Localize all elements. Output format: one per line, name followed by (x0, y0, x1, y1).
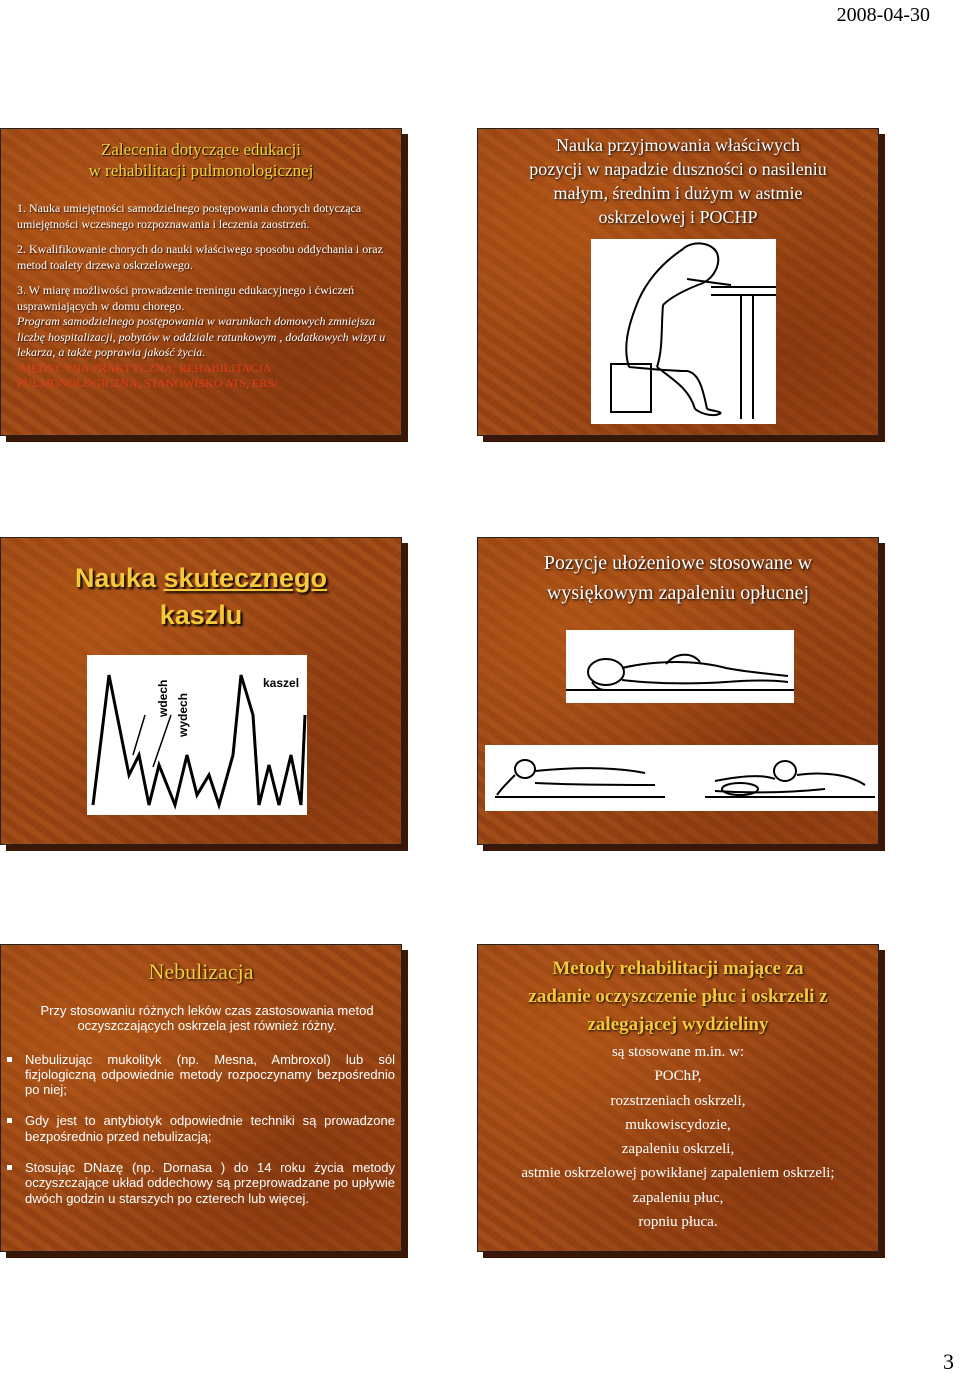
slide1-point-3: 3. W miarę możliwości prowadzenie treningu edukacyjnego i ćwiczeń usprawniających w domu chorego. (17, 283, 355, 313)
slide-breathing-positions (477, 128, 879, 436)
bullet-square-icon (7, 1118, 12, 1123)
nebulization-bullet: Nebulizując mukolityk (np. Mesna, Ambroxol) lub sól fizjologiczną odpowiednie metody rozpoczynamy bezpośrednio po niej; (19, 1052, 395, 1098)
exhale-label: wydech (176, 692, 190, 737)
list-item: zapaleniu płuc, (632, 1189, 724, 1206)
slide5-body (19, 1003, 395, 1222)
bullet-square-icon (7, 1057, 12, 1062)
list-item: astmie oskrzelowej powikłanej zapaleniem oskrzeli; (521, 1165, 835, 1182)
slide4-title: Pozycje ułożeniowe stosowane w wysiękowym zapaleniu opłucnej (543, 552, 813, 604)
side-lying-positions-illustration (485, 745, 879, 811)
slide-effective-cough (0, 537, 402, 845)
bullet-square-icon (7, 1165, 12, 1170)
list-item: POChP, (654, 1068, 702, 1085)
slide-pleurisy-positions (477, 537, 879, 845)
prone-position-illustration (566, 630, 794, 703)
cough-label: kaszel (263, 676, 300, 690)
slide-clearance-methods (477, 944, 879, 1252)
slide-education-recommendations (0, 128, 402, 436)
slide1-source: /MEDYCYNA PRAKTYCZNA; REHABILITACJA PULMONOLOGICZNA; STANOWISKO ATS, ERS/ (17, 360, 278, 390)
cough-breathing-waveform-diagram (87, 655, 307, 815)
slide5-title: Nebulizacja (148, 959, 254, 984)
nebulization-bullet: Stosując DNazę (np. Dornasa ) do 14 roku życia metody oczyszczające układ oddechowy są przeprowadzane po upływie dwóch godzin u starszych po czterech lub więcej. (19, 1160, 395, 1206)
list-item: mukowiscydozie, (625, 1116, 731, 1133)
slide1-program-note: Program samodzielnego postępowania w warunkach domowych zmniejsza liczbę hospitalizacji, pobytów w oddziale ratunkowym , dodatkowych wizyt u lekarza, a także poprawia jakość życia. (17, 314, 386, 359)
slide5-intro: Przy stosowaniu różnych leków czas zastosowania metod oczyszczających oskrzela jest również różny. (40, 1003, 374, 1034)
list-item: są stosowane m.in. w: (611, 1044, 745, 1060)
slide1-point-1: 1. Nauka umiejętności samodzielnego postępowania chorych dotycząca umiejętności wczesnego rozpoznawania i leczenia zaostrzeń. (17, 201, 362, 231)
inhale-label: wdech (156, 679, 170, 717)
nebulization-bullet: Gdy jest to antybiotyk odpowiednie techniki są prowadzone bezpośrednio przed nebulizacją; (19, 1113, 395, 1144)
slide1-body (17, 201, 389, 392)
slide6-indications-list (478, 1040, 878, 1234)
list-item: zapaleniu oskrzeli, (621, 1141, 735, 1158)
list-item: rozstrzeniach oskrzeli, (610, 1092, 746, 1109)
list-item: ropniu płuca. (638, 1214, 718, 1231)
slide1-point-2: 2. Kwalifikowanie chorych do nauki właściwego sposobu oddychania i oraz metod toalety drzewa oskrzelowego. (17, 242, 383, 272)
slide-nebulization (0, 944, 402, 1252)
page-number: 3 (943, 1349, 954, 1374)
page-date: 2008-04-30 (836, 4, 930, 26)
slide1-title: Zalecenia dotyczące edukacji w rehabilitacji pulmonologicznej (88, 140, 314, 180)
slide3-title: Nauka skutecznego kaszlu (74, 563, 328, 630)
seated-leaning-figure-illustration (591, 239, 776, 424)
slide6-title: Metody rehabilitacji mające za zadanie oczyszczenie płuc i oskrzeli z zalegającej wydzieliny (528, 958, 828, 1035)
slide2-title: Nauka przyjmowania właściwych pozycji w napadzie duszności o nasileniu małym, średnim i dużym w astmie oskrzelowej i POCHP (529, 135, 827, 227)
